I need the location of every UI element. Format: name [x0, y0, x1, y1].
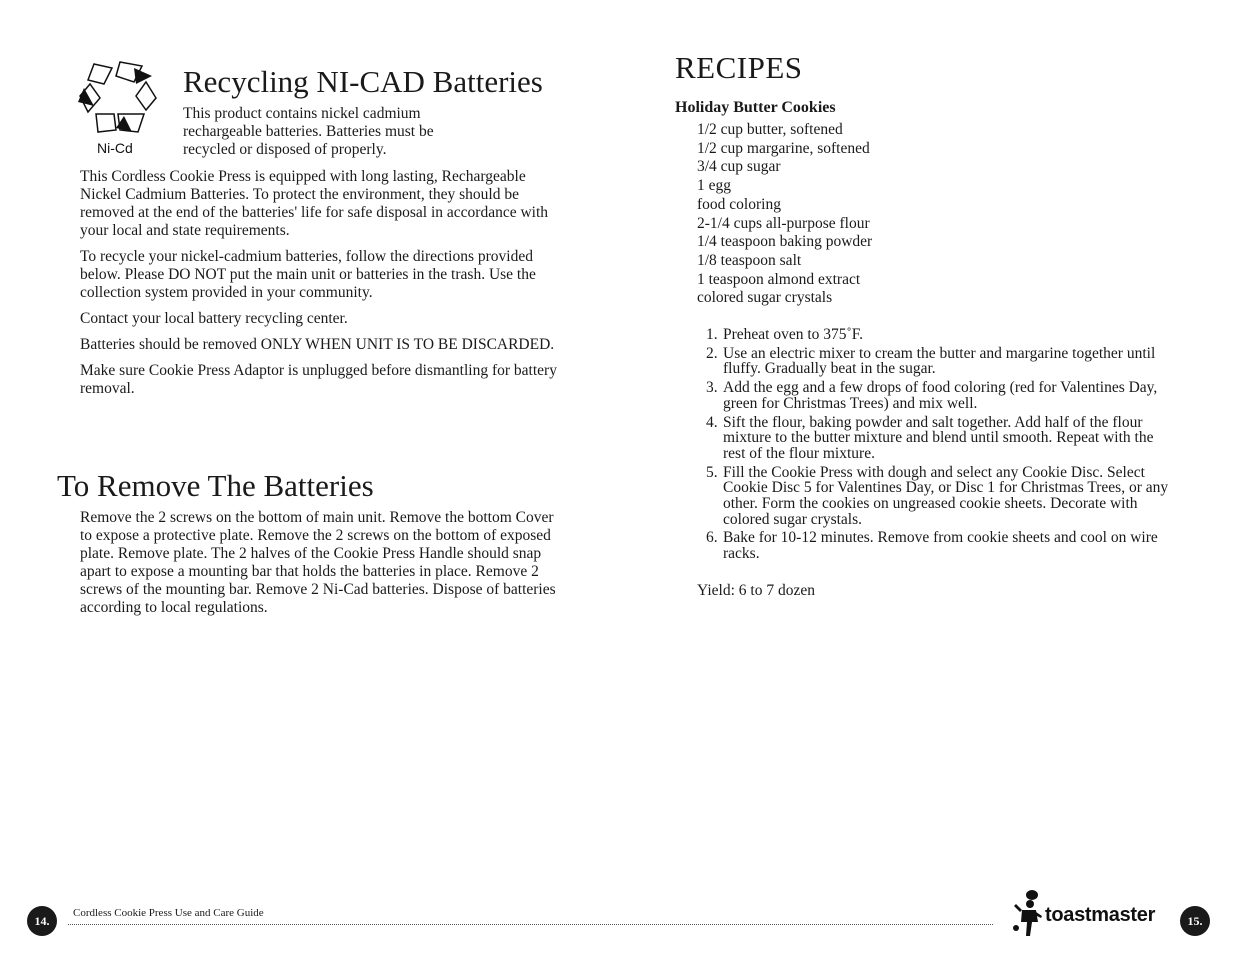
ingredients-list: [697, 121, 872, 308]
ingredient: 2-1/4 cups all-purpose flour: [697, 214, 870, 232]
recipe-step: [697, 415, 1177, 462]
recipe-yield: Yield: 6 to 7 dozen: [697, 582, 815, 599]
step-number: 4.: [706, 413, 718, 431]
paragraph: This Cordless Cookie Press is equipped with long lasting, Rechargeable Nickel Cadmium Batteries. To protect the environment, they should be removed at the end of the batteries' life for safe disposal in accordance with your local and state requirements.: [80, 168, 549, 239]
nicd-logo-label: Ni-Cd: [97, 140, 133, 156]
recycling-body: [80, 168, 565, 406]
ingredient: 1/4 teaspoon baking powder: [697, 233, 873, 251]
recipes-title: RECIPES: [675, 50, 803, 85]
footer-divider: [68, 924, 993, 925]
paragraph: Contact your local battery recycling center.: [80, 310, 348, 327]
ingredient: 1/2 cup butter, softened: [697, 121, 843, 138]
recycling-logo: [72, 58, 168, 158]
recycling-title: Recycling NI-CAD Batteries: [183, 64, 543, 99]
ingredient: 3/4 cup sugar: [697, 158, 781, 176]
step-number: 5.: [706, 463, 718, 481]
step-text: Use an electric mixer to cream the butter and margarine together until fluffy. Gradually beat in the sugar.: [723, 344, 1156, 378]
recipe-steps: [697, 327, 1177, 565]
ingredient: 1 teaspoon almond extract: [697, 270, 861, 288]
remove-batteries-title: To Remove The Batteries: [57, 468, 374, 503]
step-text: Fill the Cookie Press with dough and select any Cookie Disc. Select Cookie Disc 5 for Valentines Day, or Disc 1 for Christmas Trees, or any other. Form the cookies on ungreased cookie sheets. Decorate with colored sugar crystals.: [723, 463, 1169, 528]
guide-title: Cordless Cookie Press Use and Care Guide: [73, 907, 264, 919]
brand-name: toastmaster: [1045, 904, 1156, 926]
step-text: Sift the flour, baking powder and salt together. Add half of the flour mixture to the butter mixture and blend until smooth. Repeat with the rest of the flour mixture.: [723, 413, 1154, 462]
step-number: 3.: [706, 379, 718, 397]
ingredient: food coloring: [697, 195, 781, 213]
ingredient: colored sugar crystals: [697, 289, 833, 307]
step-number: 2.: [706, 344, 718, 362]
step-text: Add the egg and a few drops of food coloring (red for Valentines Day, green for Christmas Trees) and mix well.: [723, 379, 1158, 412]
recycle-arrows-icon: [72, 58, 168, 138]
paragraph: Batteries should be removed ONLY WHEN UNIT IS TO BE DISCARDED.: [80, 336, 555, 353]
recycling-intro: This product contains nickel cadmium rechargeable batteries. Batteries must be recycled or disposed of properly.: [183, 105, 434, 158]
page-number-left: 14.: [27, 906, 57, 936]
ingredient: 1/2 cup margarine, softened: [697, 139, 870, 157]
step-number: 1.: [706, 326, 718, 343]
page-number-right: 15.: [1180, 906, 1210, 936]
paragraph: Make sure Cookie Press Adaptor is unplugged before dismantling for battery removal.: [80, 362, 557, 397]
step-number: 6.: [706, 529, 718, 547]
recipe-step: [697, 380, 1177, 411]
recipe-step: [697, 465, 1177, 528]
step-text: Bake for 10-12 minutes. Remove from cookie sheets and cool on wire racks.: [723, 529, 1158, 563]
chef-mascot-icon: [1012, 888, 1046, 938]
ingredient: 1 egg: [697, 177, 732, 195]
paragraph: To recycle your nickel-cadmium batteries, follow the directions provided below. Please DO NOT put the main unit or batteries in the trash. Use the collection system provided in your community.: [80, 248, 536, 301]
recipe-step: [697, 346, 1177, 377]
remove-batteries-text: Remove the 2 screws on the bottom of main unit. Remove the bottom Cover to expose a protective plate. Remove the 2 screws on the bottom of exposed plate. Remove plate. The 2 halves of the Cookie Press Handle should snap apart to expose a mounting bar that holds the batteries in place. Remove 2 screws of the mounting bar. Remove 2 Ni-Cad batteries. Dispose of batteries according to local regulations.: [80, 509, 556, 616]
recipe-step: [697, 530, 1177, 561]
ingredient: 1/8 teaspoon salt: [697, 251, 802, 269]
recipe-name: Holiday Butter Cookies: [675, 99, 836, 116]
recipe-step: [697, 327, 1177, 343]
toastmaster-logo: [1012, 888, 1174, 938]
step-text: Preheat oven to 375˚F.: [723, 326, 863, 343]
